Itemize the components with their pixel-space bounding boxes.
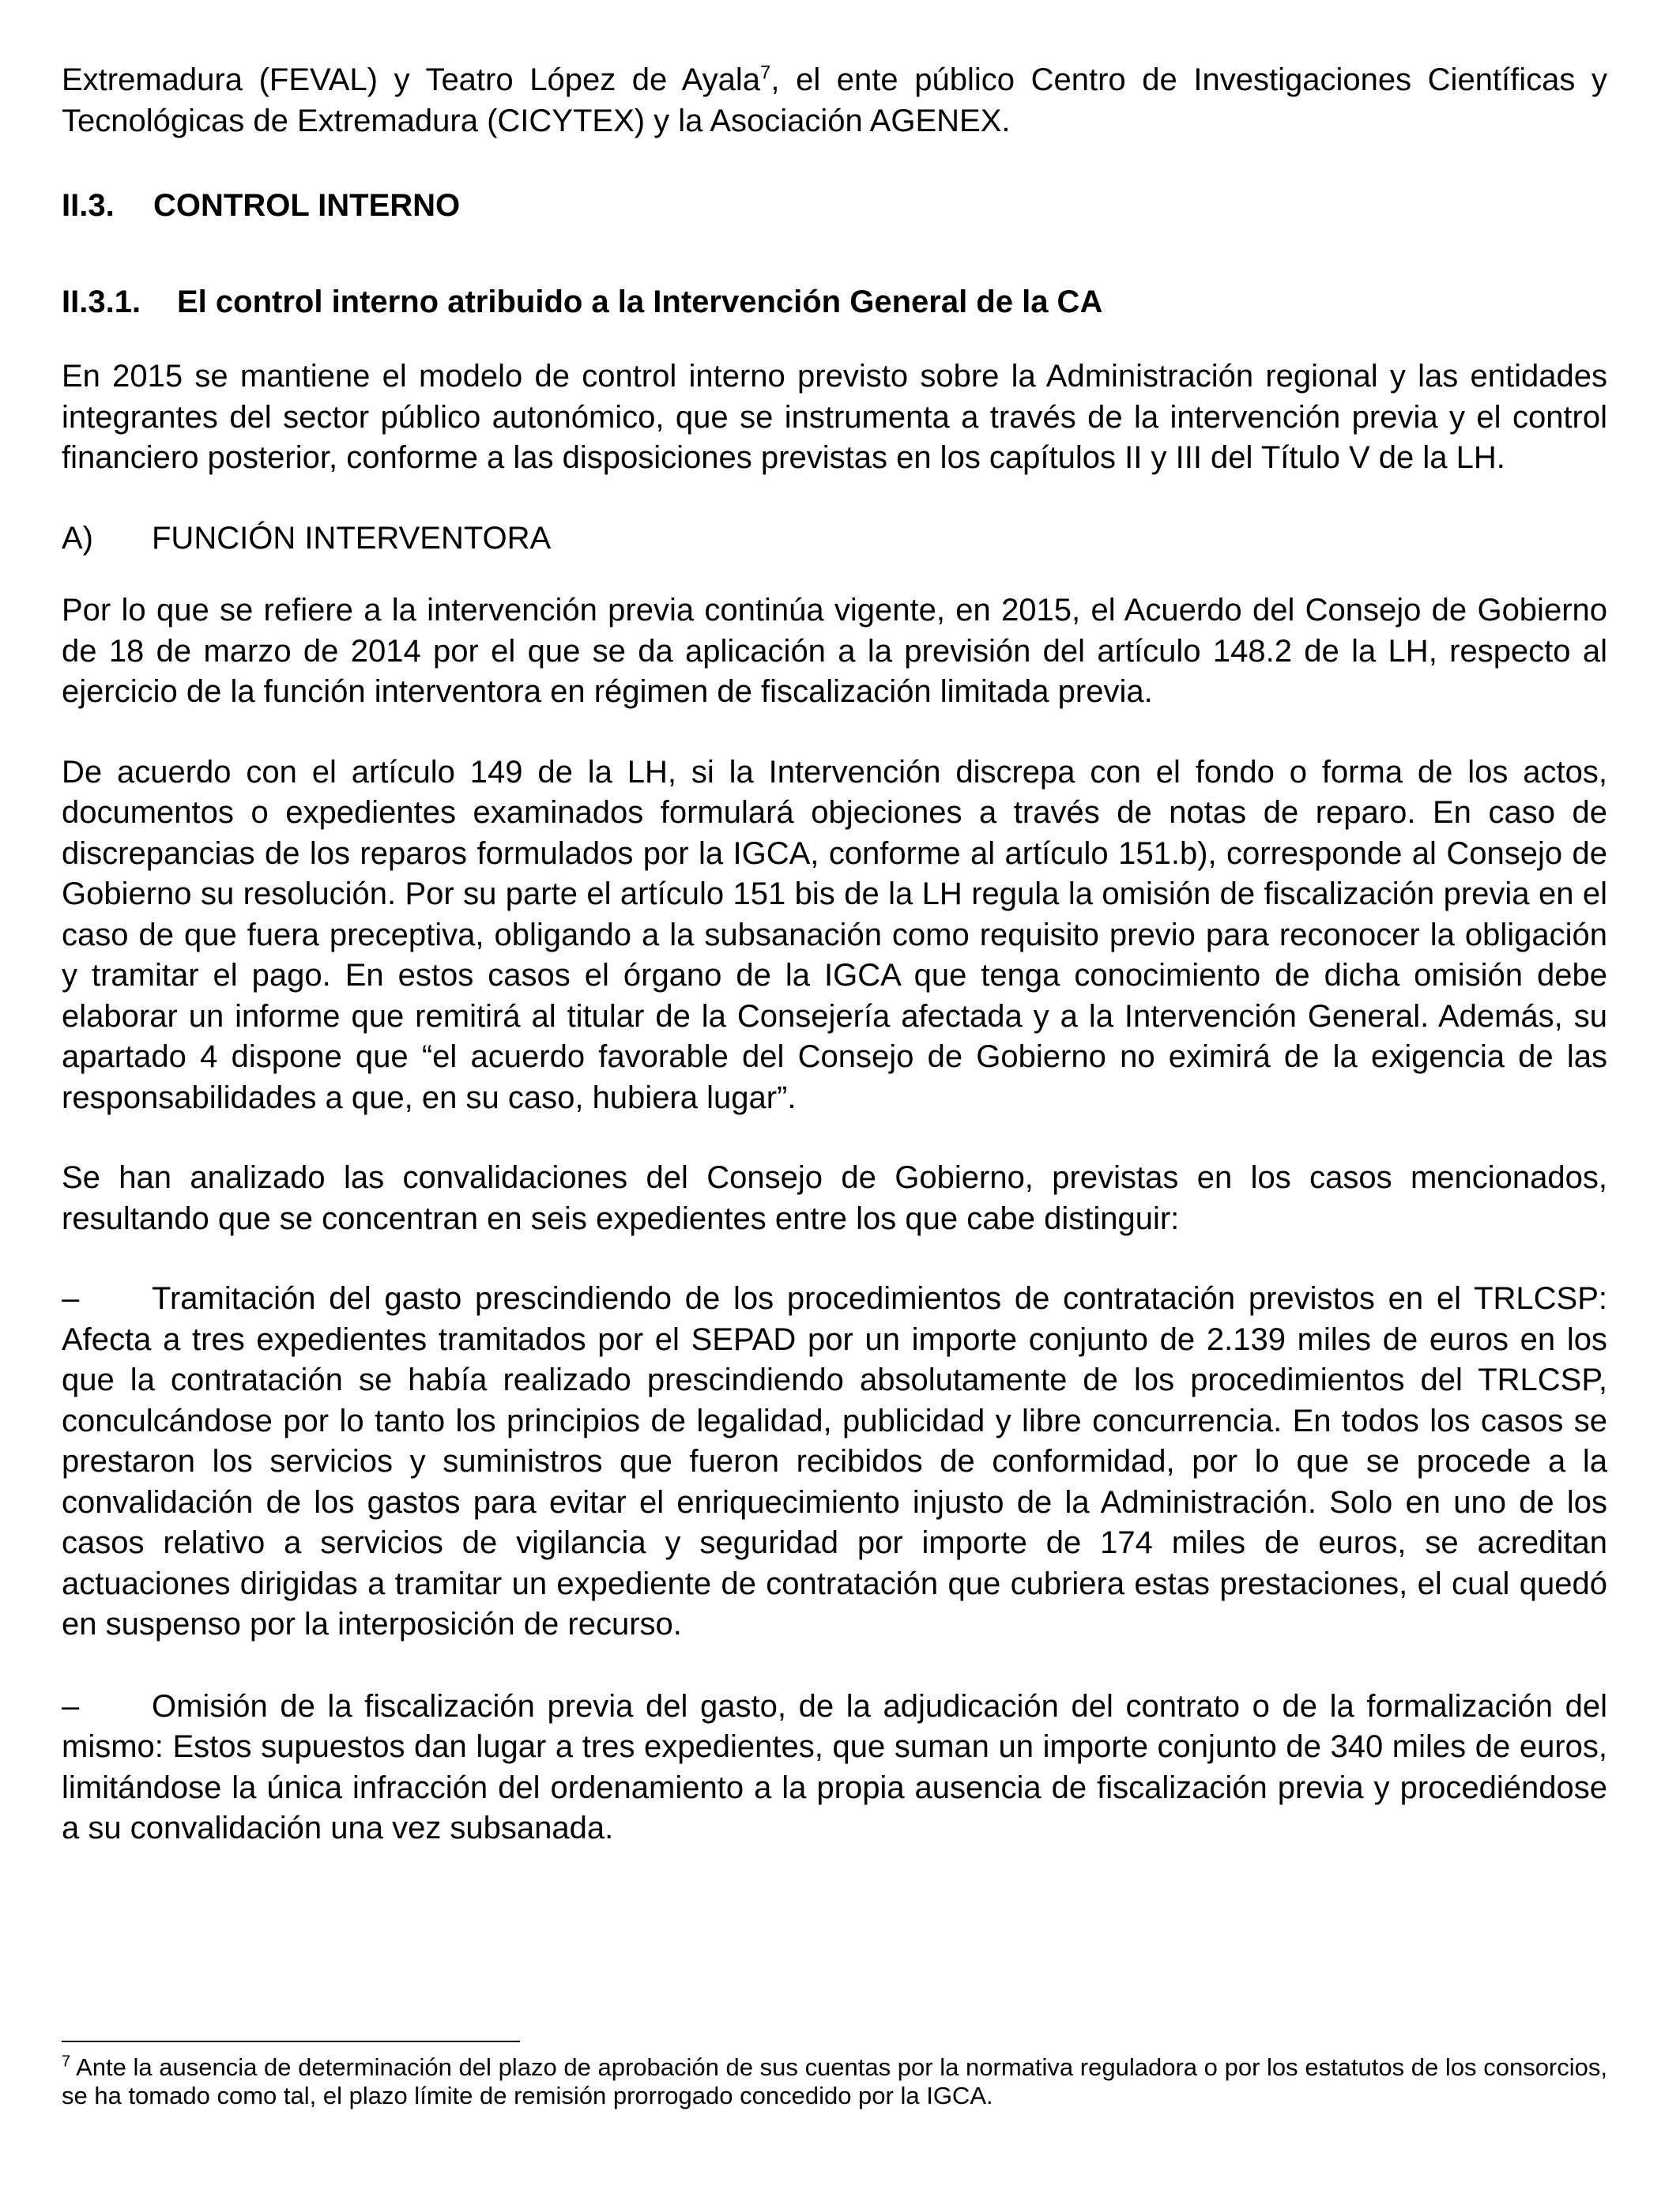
footnote-text: Ante la ausencia de determinación del plazo de aprobación de sus cuentas por la normativa reguladora o por los estatutos de los consorcios, se ha tomado como tal, el plazo límite de remisión prorrogado concedido por la IGCA. bbox=[62, 2053, 1607, 2109]
dash-marker: – bbox=[62, 1688, 80, 1724]
list-item-text: Omisión de la fiscalización previa del gasto, de la adjudicación del contrato o de la formalización del mismo: Estos supuestos dan lugar a tres expedientes, que suman un importe conjunto de 340 miles de euros, limitándose la única infracción del ordenamiento a la propia ausencia de fiscalización previa y procediéndose a su convalidación una vez subsanada. bbox=[62, 1688, 1607, 1845]
dash-marker: – bbox=[62, 1281, 80, 1316]
subheading-a-title: FUNCIÓN INTERVENTORA bbox=[152, 520, 552, 556]
intro-paragraph bbox=[62, 60, 1607, 141]
footnote-separator bbox=[62, 2041, 520, 2042]
subheading-a bbox=[62, 518, 1607, 560]
footnote bbox=[62, 2053, 1607, 2110]
footnote-marker: 7 bbox=[62, 2053, 71, 2071]
paragraph-2: Por lo que se refiere a la intervención previa continúa vigente, en 2015, el Acuerdo del Consejo de Gobierno de 18 de marzo de 2014 por el que se da aplicación a la previsión del artículo 148.2 de la LH, respecto al ejercicio de la función interventora en régimen de fiscalización limitada previa. bbox=[62, 593, 1607, 709]
list-item bbox=[62, 1279, 1607, 1646]
paragraph-4: Se han analizado las convalidaciones del Consejo de Gobierno, previstas en los casos mencionados, resultando que se concentran en seis expedientes entre los que cabe distinguir: bbox=[62, 1160, 1607, 1236]
subsection-heading bbox=[62, 282, 1607, 323]
section-title: CONTROL INTERNO bbox=[153, 188, 461, 223]
subheading-a-number: A) bbox=[62, 520, 93, 556]
footnote-reference[interactable]: 7 bbox=[760, 62, 771, 84]
document-page bbox=[62, 60, 1607, 1891]
paragraph-1: En 2015 se mantiene el modelo de control interno previsto sobre la Administración regional y las entidades integrantes del sector público autonómico, que se instrumenta a través de la intervención previa y el control financiero posterior, conforme a las disposiciones previstas en los capítulos II y III del Título V de la LH. bbox=[62, 359, 1607, 475]
section-heading bbox=[62, 186, 1607, 227]
list-item-text: Tramitación del gasto prescindiendo de los procedimientos de contratación previstos en el TRLCSP: Afecta a tres expedientes tramitados por el SEPAD por un importe conjunto de 2.139 miles de euros en los que la contratación se había realizado prescindiendo absolutamente de los procedimientos del TRLCSP, conculcándose por lo tanto los principios de legalidad, publicidad y libre concurrencia. En todos los casos se prestaron los servicios y suministros que fueron recibidos de conformidad, por lo que se procede a la convalidación de los gastos para evitar el enriquecimiento injusto de la Administración. Solo en uno de los casos relativo a servicios de vigilancia y seguridad por importe de 174 miles de euros, se acreditan actuaciones dirigidas a tramitar un expediente de contratación que cubriera estas prestaciones, el cual quedó en suspenso por la interposición de recurso. bbox=[62, 1281, 1607, 1642]
section-number: II.3. bbox=[62, 188, 115, 223]
intro-text-after: , el ente público Centro de Investigaciones Científicas y Tecnológicas de Extremadura (CICYTEX) y la Asociación AGENEX. bbox=[62, 62, 1608, 138]
subsection-title: El control interno atribuido a la Intervención General de la CA bbox=[177, 284, 1103, 319]
paragraph-3: De acuerdo con el artículo 149 de la LH, si la Intervención discrepa con el fondo o forma de los actos, documentos o expedientes examinados formulará objeciones a través de notas de reparo. En caso de discrepancias de los reparos formulados por la IGCA, conforme al artículo 151.b), corresponde al Consejo de Gobierno su resolución. Por su parte el artículo 151 bis de la LH regula la omisión de fiscalización previa en el caso de que fuera preceptiva, obligando a la subsanación como requisito previo para reconocer la obligación y tramitar el pago. En estos casos el órgano de la IGCA que tenga conocimiento de dicha omisión debe elaborar un informe que remitirá al titular de la Consejería afectada y a la Intervención General. Además, su apartado 4 dispone que “el acuerdo favorable del Consejo de Gobierno no eximirá de la exigencia de las responsabilidades a que, en su caso, hubiera lugar”. bbox=[62, 754, 1607, 1115]
intro-text: Extremadura (FEVAL) y Teatro López de Ayala bbox=[62, 62, 761, 97]
list-item bbox=[62, 1687, 1607, 1849]
subsection-number: II.3.1. bbox=[62, 284, 141, 319]
